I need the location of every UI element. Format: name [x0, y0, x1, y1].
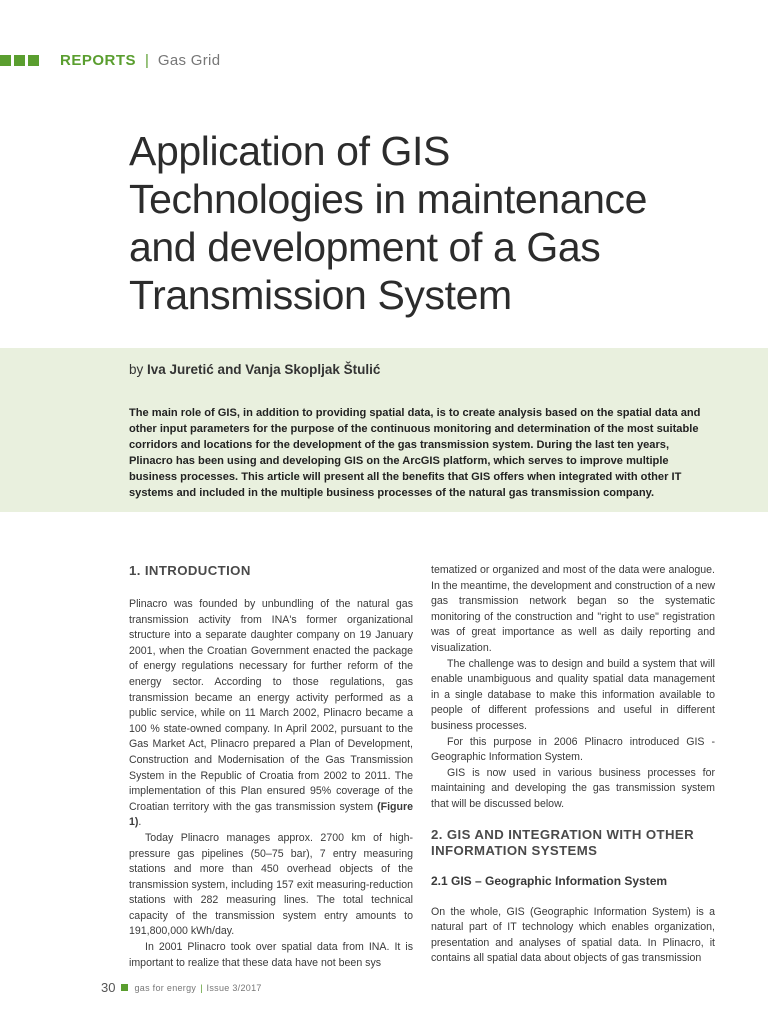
header-subsection: Gas Grid	[157, 51, 221, 69]
title-line: Transmission System	[129, 272, 512, 318]
title-line: Technologies in maintenance	[129, 176, 647, 222]
article-title	[129, 127, 749, 319]
section2-paragraph: On the whole, GIS (Geographic Information System) is a natural part of IT technology which enables organization, presentation and analyses of spatial data. In Plinacro, it contains all spatial data about objects of gas transmission	[431, 905, 715, 965]
intro-paragraph	[129, 597, 413, 831]
intro-paragraph: The challenge was to design and build a system that will enable unambiguous and quality spatial data management in a single database to make this information available to people of different professions and useful in different business processes.	[431, 657, 715, 732]
section2-subheading: 2.1 GIS – Geographic Information System	[431, 873, 668, 888]
intro-paragraph-split: In 2001 Plinacro took over spatial data from INA. It is important to realize that these data have not been sys	[129, 941, 413, 969]
title-line: Application of GIS	[129, 128, 450, 174]
title-line: and development of a Gas	[129, 224, 601, 270]
byline-prefix: by	[129, 362, 148, 377]
page-number: 30	[101, 980, 116, 995]
column-left	[129, 563, 413, 971]
footer-square-icon	[121, 984, 128, 991]
byline	[129, 362, 380, 377]
abstract: The main role of GIS, in addition to providing spatial data, is to create analysis based on the spatial data and other input parameters for the purpose of the continuous monitoring and determination of the most suitable corridors and locations for the development of the gas transmission system. During the last ten years, Plinacro has been using and developing GIS on the ArcGIS platform, which serves to improve multiple business processes. This article will present all the benefits that GIS offers when integrated with other IT systems and included in the multiple business processes of the natural gas transmission company.	[129, 407, 701, 499]
page-header	[0, 50, 220, 70]
header-separator: |	[145, 51, 149, 69]
intro-paragraph: Today Plinacro manages approx. 2700 km of high-pressure gas pipelines (50–75 bar), 7 entry measuring stations and more than 450 overhead objects of the transmission system, including 157 exit measuring-reduction stations with 282 measuring lines. The total technical capacity of the transmission system entry amounts to 191,800,000 kWh/day.	[129, 831, 413, 938]
intro-heading: 1. INTRODUCTION	[129, 563, 251, 578]
section2-heading: 2. GIS AND INTEGRATION WITH OTHER INFORMATION SYSTEMS	[431, 826, 695, 858]
figure-ref: (Figure 1)	[129, 800, 413, 829]
header-squares-icon	[0, 55, 42, 66]
issue-label: Issue 3/2017	[206, 982, 262, 993]
footer-separator: |	[200, 982, 203, 993]
intro-paragraph-continued: tematized or organized and most of the data were analogue. In the meantime, the development and construction of a new gas transmission network began so the systematic monitoring of the construction and "right to use" registration was of great importance as well as daily reporting and visualization.	[431, 564, 715, 654]
page-footer	[101, 980, 262, 995]
publication-name: gas for energy	[134, 982, 197, 993]
intro-p1-text: Plinacro was founded by unbundling of the natural gas transmission activity from INA's former organizational structure into a separate daughter company on 19 January 2001, when the Croatian Government enacted the package of energy regulations necessary for further reform of the energy sector. According to those regulations, gas transmission became an energy activity performed as a public service, while on 11 March 2002, Plinacro became a 100 % state-owned company. In April 2002, pursuant to the Gas Market Act, Plinacro prepared a Plan of Development, Construction and Modernisation of the Gas Transmission System in the Republic of Croatia from 2002 to 2011. The implementation of this Plan ensured 95% coverage of the Croatian territory with the gas transmission system	[129, 598, 413, 813]
intro-p1-end: .	[138, 816, 142, 829]
header-section: REPORTS	[60, 51, 137, 69]
intro-paragraph: GIS is now used in various business processes for maintaining and developing the gas transmission system that will be discussed below.	[431, 766, 715, 810]
column-right	[431, 563, 715, 967]
intro-paragraph: For this purpose in 2006 Plinacro introduced GIS - Geographic Information System.	[431, 735, 715, 764]
byline-authors: Iva Juretić and Vanja Skopljak Štulić	[147, 362, 381, 377]
